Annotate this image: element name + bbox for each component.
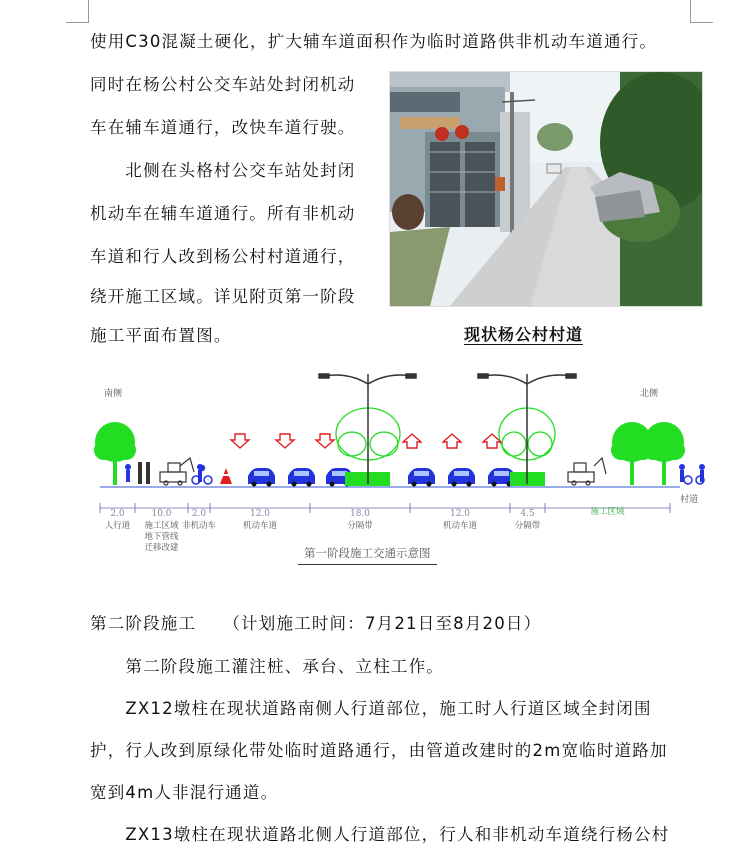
village-road-photo (389, 71, 703, 307)
paragraph-line: 宽到4m人非混行通道。 (90, 783, 279, 802)
paragraph-line: 车道和行人改到杨公村村道通行， (90, 247, 356, 266)
car-icon (448, 468, 475, 487)
crop-mark-top-right (690, 0, 713, 23)
arrow-up-icon (483, 434, 501, 448)
barrier-post-icon (138, 462, 142, 484)
segment-width: 2.0 (110, 509, 125, 519)
traffic-diagram (90, 362, 710, 572)
segment-label: 机动车道 (442, 521, 478, 531)
segment-width: 2.0 (191, 509, 207, 519)
pedestrian-icon (125, 464, 131, 482)
segment-label: 迁移改建 (144, 543, 179, 553)
arrow-down-icon (231, 434, 249, 448)
paragraph-line: 绕开施工区域。详见附页第一阶段 (90, 287, 356, 306)
segment-width: 18.0 (349, 509, 371, 519)
segment-label: 分隔带 (514, 521, 541, 531)
paragraph-line: ZX12墩柱在现状道路南侧人行道部位，施工时人行道区域全封闭围 (90, 699, 652, 718)
crop-mark-top-left (66, 0, 89, 23)
side-label-north: 北侧 (640, 389, 659, 399)
arrow-up-icon (443, 434, 461, 448)
diagram-title: 第一阶段施工交通示意图 (298, 545, 437, 565)
segment-label: 分隔带 (347, 521, 373, 531)
segment-label: 非机动车 (181, 521, 217, 531)
streetlight-icon (319, 374, 416, 484)
segment-width: 12.0 (249, 509, 271, 519)
paragraph-line: 车在辅车道通行，改快车道行驶。 (90, 118, 356, 137)
paragraph-line: 第二阶段施工灌注桩、承台、立柱工作。 (90, 657, 444, 676)
car-icon (408, 468, 435, 487)
paragraph-line: 机动车在辅车道通行。所有非机动 (90, 204, 356, 223)
car-icon (248, 468, 275, 487)
segment-label: 施工区域 (590, 507, 625, 517)
segment-width: 12.0 (449, 509, 471, 519)
paragraph-line: 同时在杨公村公交车站处封闭机动 (90, 75, 356, 94)
segment-width: 4.5 (520, 509, 535, 519)
excavator-icon (160, 458, 194, 485)
paragraph-line: 施工平面布置图。 (90, 326, 232, 345)
paragraph-line: 护，行人改到原绿化带处临时道路通行，由管道改建时的2m宽临时道路加 (90, 741, 668, 760)
tree-icon (643, 422, 685, 485)
arrow-down-icon (316, 434, 334, 448)
arrow-down-icon (276, 434, 294, 448)
streetlight-icon (478, 374, 576, 484)
photo-caption: 现状杨公村村道 (464, 325, 584, 344)
segment-label: 地下管线 (144, 532, 179, 542)
excavator-icon (568, 458, 606, 485)
side-label-south: 南侧 (104, 389, 123, 399)
segment-label: 人行道 (104, 521, 131, 531)
paragraph-line: 使用C30混凝土硬化，扩大辅车道面积作为临时道路供非机动车道通行。 (90, 32, 658, 51)
section-heading: 第二阶段施工 （计划施工时间：7月21日至8月20日） (90, 614, 542, 633)
village-road-label: 村道 (680, 495, 699, 505)
segment-label: 施工区域 (144, 521, 179, 531)
paragraph-line: 北侧在头格村公交车站处封闭 (90, 161, 356, 180)
car-icon (288, 468, 315, 487)
segment-label: 机动车道 (242, 521, 278, 531)
paragraph-line: ZX13墩柱在现状道路北侧人行道部位，行人和非机动车道绕行杨公村 (90, 825, 670, 844)
barrier-post-icon (146, 462, 150, 484)
arrow-up-icon (403, 434, 421, 448)
segment-width: 10.0 (151, 509, 172, 519)
